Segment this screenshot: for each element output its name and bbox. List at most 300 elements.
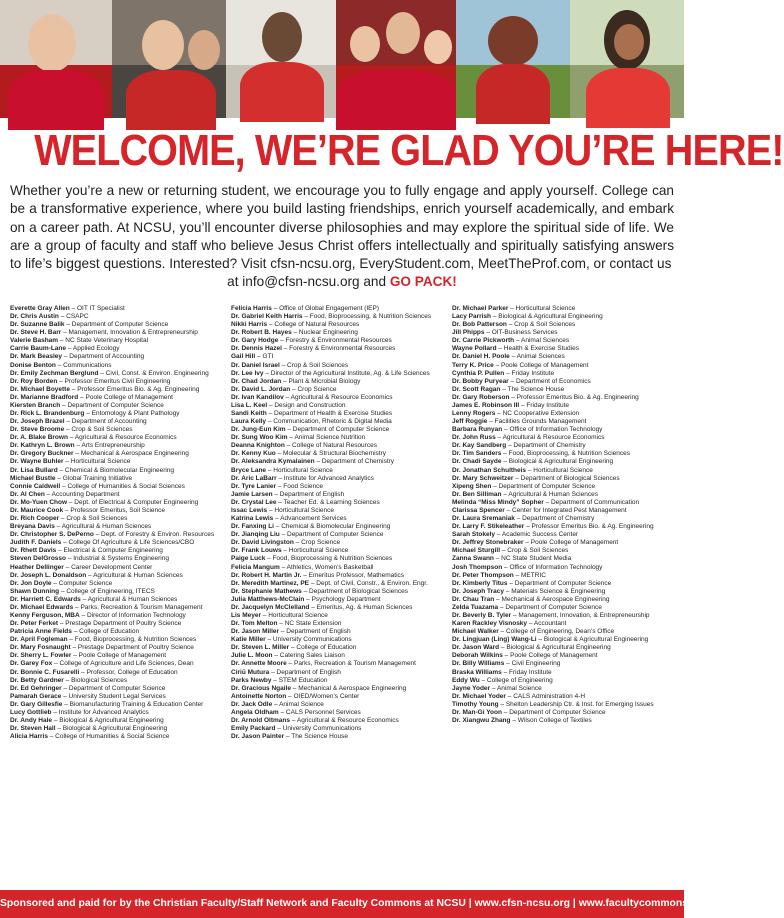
entry-separator: – (291, 329, 299, 337)
entry-separator: – (273, 515, 281, 523)
entry-separator: – (56, 547, 64, 555)
entry-separator: – (64, 321, 72, 329)
directory-entry (231, 410, 446, 418)
member-department: Friday Institute (526, 401, 570, 409)
member-name: Dr. Crystal Lee (231, 498, 277, 506)
directory-entry (231, 717, 446, 725)
entry-separator: – (507, 579, 515, 587)
entry-separator: – (509, 353, 517, 361)
member-name: Dr. Chris Austin (10, 313, 59, 321)
member-department: STEM Education (278, 676, 328, 684)
member-name: Eddy Wu (452, 676, 480, 684)
directory-entry (231, 709, 446, 717)
member-department: Biological Sciences (71, 676, 128, 684)
member-department: Psychology Department (311, 595, 381, 603)
photo-student-outdoors (570, 0, 684, 118)
member-name: Dr. Beverly B. Tyler (452, 611, 512, 619)
directory-entry (231, 588, 446, 596)
member-name: Lis Meyer (231, 611, 261, 619)
entry-separator: – (495, 434, 503, 442)
entry-separator: – (63, 563, 72, 571)
member-department: CSAPC (66, 313, 89, 321)
directory-entry (231, 434, 446, 442)
entry-separator: – (79, 668, 87, 676)
member-name: Dr. Wayne Buhler (10, 458, 64, 466)
directory-entry (10, 434, 225, 442)
member-department: Professor Emeritus Civil Engineering (64, 377, 171, 385)
directory-entry (452, 418, 667, 426)
entry-separator: – (67, 498, 75, 506)
entry-separator: – (276, 498, 284, 506)
member-name: Dr. Joseph Tracy (452, 587, 505, 595)
member-department: Health & Exercise Studies (503, 345, 579, 353)
member-name: Patricia Anne Fields (10, 628, 72, 636)
directory-column-1 (10, 305, 231, 887)
entry-separator: – (285, 426, 293, 434)
member-department: Poole College of Management (510, 652, 598, 660)
entry-separator: – (61, 539, 69, 547)
member-department: OIT-Business Services (491, 329, 558, 337)
entry-separator: – (275, 725, 283, 733)
member-department: Biological & Agricultural Engineering (59, 716, 164, 724)
directory-entry (452, 313, 667, 321)
directory-entry (10, 329, 225, 337)
member-department: Animal Sciences (516, 353, 565, 361)
member-name: Valerie Basham (10, 337, 59, 345)
directory-entry (452, 555, 667, 563)
entry-separator: – (55, 361, 64, 369)
member-name: Dr. Mark Beasley (10, 353, 63, 361)
member-department: Poole College of Management (85, 393, 173, 401)
member-department: NC State Veterinary Hospital (65, 337, 149, 345)
entry-separator: – (60, 401, 68, 409)
directory-entry (452, 450, 667, 458)
member-name: Dr. Jianqing Liu (231, 531, 280, 539)
entry-separator: – (61, 692, 69, 700)
member-department: Dept. of Electrical & Computer Engineering (74, 498, 199, 506)
directory-entry (452, 580, 667, 588)
directory-entry (10, 394, 225, 402)
member-name: Shawn Dunning (10, 587, 60, 595)
entry-separator: – (487, 418, 495, 426)
member-name: Dr. Jeffrey Stonebraker (452, 539, 524, 547)
member-department: Design and Construction (274, 401, 346, 409)
entry-separator: – (52, 660, 60, 668)
entry-separator: – (505, 692, 514, 700)
member-department: Advancement Services (280, 515, 347, 523)
member-name: Michael Walker (452, 628, 499, 636)
entry-separator: – (527, 620, 534, 628)
directory-entry (231, 458, 446, 466)
directory-entry (231, 725, 446, 733)
entry-separator: – (59, 515, 67, 523)
member-name: Dr. Ivan Kandilov (231, 393, 284, 401)
member-department: Electrical & Computer Engineering (63, 547, 163, 555)
member-name: Pamarah Gerace (10, 692, 62, 700)
member-name: Dr. Garey Fox (10, 660, 53, 668)
entry-separator: – (272, 490, 280, 498)
entry-separator: – (52, 716, 60, 724)
member-name: Dr. Michael Boyette (10, 385, 70, 393)
member-name: Emily Packard (231, 725, 276, 733)
photo-students-on-laptop (112, 0, 226, 118)
entry-separator: – (281, 345, 290, 353)
member-department: Animal Science (496, 684, 542, 692)
entry-separator: – (84, 410, 92, 418)
member-name: Dr. Jason Ward (452, 644, 500, 652)
directory-entry (10, 410, 225, 418)
entry-separator: – (69, 305, 77, 312)
member-department: Crop & Soil Sciences (71, 426, 133, 434)
contact-email-text: at info@cfsn-ncsu.org and (227, 274, 387, 290)
entry-separator: – (278, 708, 286, 716)
directory-entry (10, 588, 225, 596)
member-name: Katrina Lewis (231, 515, 274, 523)
member-name: Dr. Jon Doyle (10, 579, 52, 587)
member-department: University Communications (282, 725, 362, 733)
member-name: Dr. Bonnie C. Fusarelli (10, 668, 80, 676)
member-name: Dr. Steve H. Barr (10, 329, 62, 337)
member-name: Dr. Bobby Puryear (452, 377, 509, 385)
directory-entry (452, 410, 667, 418)
member-department: Agricultural & Human Sciences (87, 595, 178, 603)
directory-entry (231, 362, 446, 370)
member-name: Dr. Jonathan Schultheis (452, 466, 527, 474)
member-department: College of Agriculture and Life Sciences, Dean (59, 660, 194, 668)
entry-separator: – (74, 442, 82, 450)
member-name: Jayne Yoder (452, 684, 491, 692)
faculty-staff-directory (10, 305, 674, 887)
member-name: Dr. Tom Melton (231, 620, 278, 628)
entry-separator: – (70, 644, 78, 652)
entry-separator: – (284, 442, 293, 450)
entry-separator: – (510, 716, 518, 724)
entry-separator: – (64, 426, 72, 434)
entry-separator: – (275, 450, 284, 458)
member-name: Dr. Andy Hale (10, 716, 53, 724)
member-department: Department of Communication (550, 498, 640, 506)
entry-separator: – (265, 555, 273, 563)
directory-entry (10, 620, 225, 628)
member-name: Dr. Larry F. Stikeleather (452, 523, 525, 531)
entry-separator: – (502, 652, 511, 660)
entry-separator: – (284, 733, 292, 741)
directory-entry (10, 596, 225, 604)
member-department: Forestry & Environmental Resources (285, 337, 392, 345)
entry-separator: – (287, 434, 295, 442)
directory-entry (231, 467, 446, 475)
directory-entry (10, 337, 225, 345)
directory-entry (10, 660, 225, 668)
member-name: Laura Kelly (231, 418, 267, 426)
directory-entry (452, 523, 667, 531)
directory-entry (10, 386, 225, 394)
entry-separator: – (286, 660, 294, 668)
member-name: Dr. Gregory Buckner (10, 450, 74, 458)
member-name: Timothy Young (452, 700, 499, 708)
member-name: Dr. John Russ (452, 434, 496, 442)
entry-separator: – (494, 595, 502, 603)
entry-separator: – (272, 700, 280, 708)
member-department: College of Engineering, Dean’s Office (505, 628, 615, 636)
directory-entry (452, 458, 667, 466)
member-department: University Student Legal Services (68, 692, 166, 700)
directory-entry (231, 321, 446, 329)
entry-separator: – (309, 603, 317, 611)
member-name: Dr. Michael Edwards (10, 603, 74, 611)
entry-separator: – (493, 555, 502, 563)
member-department: Dept. of Forestry & Environ. Resources (101, 531, 215, 539)
directory-entry (452, 362, 667, 370)
directory-entry (10, 458, 225, 466)
directory-entry (452, 636, 667, 644)
directory-entry (452, 434, 667, 442)
directory-entry (231, 564, 446, 572)
member-department: Career Development Center (71, 563, 153, 571)
entry-separator: – (261, 611, 269, 619)
member-department: Agricultural & Resource Economics (74, 434, 177, 442)
member-name: Dr. Sung Woo Kim (231, 434, 288, 442)
directory-entry (452, 499, 667, 507)
entry-separator: – (267, 401, 275, 409)
member-name: Dr. Meredith Martinez, PE (231, 579, 310, 587)
member-department: Shelton Leadership Ctr. & Inst. for Emerging Issues (505, 700, 654, 708)
member-name: Lenny Rogers (452, 410, 496, 418)
entry-separator: – (58, 337, 66, 345)
member-name: Felicia Mangum (231, 563, 280, 571)
member-department: Department of Economics (515, 377, 591, 385)
directory-entry (231, 652, 446, 660)
entry-separator: – (271, 305, 280, 312)
directory-entry (452, 539, 667, 547)
directory-entry (10, 499, 225, 507)
member-name: Ciriū Mutura (231, 668, 270, 676)
directory-entry (10, 515, 225, 523)
sponsor-footer: Sponsored and paid for by the Christian Faculty/Staff Network and Faculty Commons at NCSU | www.cfsn-ncsu.org | www.facultycommons.org (0, 890, 684, 918)
member-department: Forestry & Environmental Resources (289, 345, 396, 353)
member-name: Dr. Jung-Eun Kim (231, 426, 286, 434)
entry-separator: – (509, 393, 517, 401)
member-name: Dr. Steven Hall (10, 725, 56, 733)
member-name: Judith F. Daniels (10, 539, 62, 547)
member-department: Director of the Agricultural Institute, Ag. & Life Sciences (270, 369, 430, 377)
member-name: Steven DelGrosso (10, 555, 66, 563)
entry-separator: – (290, 716, 297, 724)
member-name: Donise Benton (10, 361, 56, 369)
member-department: Office of Information Technology (509, 426, 603, 434)
entry-separator: – (57, 466, 65, 474)
directory-entry (10, 531, 225, 539)
entry-separator: – (73, 603, 81, 611)
member-name: Jeff Roggie (452, 418, 488, 426)
member-name: Dr. Tim Sanders (452, 450, 502, 458)
entry-separator: – (47, 733, 56, 741)
member-department: Professor, College of Education (86, 668, 178, 676)
member-department: Emeritus, Ag. & Human Sciences (316, 603, 413, 611)
photo-mascot-on-field (456, 0, 570, 118)
entry-separator: – (281, 547, 289, 555)
member-department: College of Natural Resources (274, 321, 360, 329)
member-department: Food Science (283, 482, 324, 490)
member-department: Department of Computer Science (292, 426, 390, 434)
member-name: Lucy Gottlieb (10, 708, 52, 716)
entry-separator: – (67, 636, 75, 644)
directory-entry (452, 426, 667, 434)
directory-entry (10, 725, 225, 733)
member-department: Catering Sales Liaison (279, 652, 345, 660)
entry-separator: – (526, 466, 534, 474)
directory-entry (452, 717, 667, 725)
member-name: Clarissa Spencer (452, 506, 505, 514)
member-name: Cynthia P. Pullen (452, 369, 505, 377)
directory-entry (452, 669, 667, 677)
directory-entry (231, 572, 446, 580)
directory-entry (231, 515, 446, 523)
member-department: Department of English (286, 628, 351, 636)
entry-separator: – (57, 377, 65, 385)
member-name: Dr. Christopher S. DePerno (10, 531, 94, 539)
member-department: Horticultural Science (268, 611, 328, 619)
member-name: Dr. Aleksandra Kymalainen (231, 458, 315, 466)
member-name: Dr. Robert B. Hayes (231, 329, 292, 337)
member-name: Julia Matthews-McClain (231, 595, 305, 603)
directory-column-2 (231, 305, 452, 887)
entry-separator: – (272, 652, 280, 660)
entry-separator: – (55, 725, 63, 733)
directory-entry (452, 491, 667, 499)
entry-separator: – (66, 345, 73, 353)
entry-separator: – (60, 482, 68, 490)
member-department: Department of Health & Exercise Studies (274, 410, 393, 418)
member-department: Agricultural & Resource Economics (296, 716, 399, 724)
member-name: Carrie Baum-Lane (10, 345, 66, 353)
directory-entry (10, 669, 225, 677)
entry-separator: – (73, 450, 81, 458)
entry-separator: – (86, 571, 94, 579)
directory-entry (452, 483, 667, 491)
member-name: Dr. Chadi Sayde (452, 458, 502, 466)
entry-separator: – (266, 418, 274, 426)
entry-separator: – (508, 377, 516, 385)
directory-entry (231, 499, 446, 507)
entry-separator: – (80, 595, 88, 603)
entry-separator: – (504, 587, 512, 595)
member-department: Department of Accounting (71, 418, 147, 426)
member-department: METRIC (521, 571, 546, 579)
entry-separator: – (484, 329, 492, 337)
entry-separator: – (506, 321, 515, 329)
directory-entry (10, 685, 225, 693)
member-name: Dr. Gracious Ngaile (231, 684, 291, 692)
member-department: Horticultural Science (274, 506, 334, 514)
directory-entry (231, 491, 446, 499)
member-name: Dr. Gary Roberson (452, 393, 510, 401)
member-name: Dr. Marianne Bradford (10, 393, 79, 401)
member-name: Dr. Harriett C. Edwards (10, 595, 81, 603)
directory-entry (231, 523, 446, 531)
directory-entry (10, 555, 225, 563)
entry-separator: – (93, 531, 102, 539)
directory-entry (231, 353, 446, 361)
entry-separator: – (283, 393, 291, 401)
member-department: Mechanical & Aerospace Engineering (501, 595, 610, 603)
member-department: Civil Engineering (511, 660, 561, 668)
member-name: Dr. Gabriel Keith Harris (231, 313, 303, 321)
directory-entry (10, 652, 225, 660)
entry-separator: – (61, 329, 69, 337)
entry-separator: – (266, 410, 274, 418)
member-name: Paige Luck (231, 555, 266, 563)
member-name: Dr. Betty Gardner (10, 676, 64, 684)
directory-entry (452, 628, 667, 636)
directory-entry (231, 685, 446, 693)
member-department: Emeritus Professor, Mathematics (308, 571, 405, 579)
directory-entry (452, 693, 667, 701)
directory-entry (10, 370, 225, 378)
directory-entry (231, 378, 446, 386)
member-name: Issac Lewis (231, 506, 268, 514)
member-department: College of Humanities & Social Sciences (67, 482, 185, 490)
entry-separator: – (499, 644, 507, 652)
member-department: Molecular & Structural Biochemistry (283, 450, 386, 458)
directory-entry (10, 580, 225, 588)
directory-entry (452, 620, 667, 628)
directory-entry (452, 547, 667, 555)
member-name: Karen Rackley Visnosky (452, 620, 528, 628)
member-name: Xipeng Shen (452, 482, 492, 490)
member-department: Agricultural & Resource Economics (502, 434, 605, 442)
member-name: Dr. Daniel H. Poole (452, 353, 510, 361)
member-department: NC State Student Media (501, 555, 572, 563)
entry-separator: – (279, 628, 287, 636)
member-name: Terry K. Price (452, 361, 494, 369)
entry-separator: – (51, 579, 59, 587)
member-department: Crop & Soil Sciences (66, 515, 128, 523)
entry-separator: – (279, 563, 287, 571)
directory-entry (10, 321, 225, 329)
entry-separator: – (63, 506, 71, 514)
directory-entry (231, 345, 446, 353)
member-department: Department of Computer Science (498, 482, 596, 490)
member-name: Dr. April Fogleman (10, 636, 68, 644)
member-department: Poole College of Management (501, 361, 589, 369)
member-name: Zanna Swann (452, 555, 494, 563)
entry-separator: – (44, 490, 52, 498)
entry-separator: – (304, 595, 312, 603)
member-name: Sandi Keith (231, 410, 267, 418)
directory-entry (231, 442, 446, 450)
entry-separator: – (265, 636, 273, 644)
member-name: Katie Miller (231, 636, 266, 644)
directory-entry (231, 693, 446, 701)
directory-entry (452, 564, 667, 572)
member-department: Professor Emeritus Bio. & Ag. Engineering (531, 523, 654, 531)
member-department: Prestage Department of Poultry Science (65, 620, 182, 628)
member-name: Dr. Rick L. Brandenburg (10, 410, 85, 418)
directory-entry (452, 467, 667, 475)
member-name: Dr. Stephanie Mathews (231, 587, 302, 595)
member-department: Chemical & Biomolecular Engineering (64, 466, 175, 474)
directory-entry (452, 652, 667, 660)
member-name: Dr. Lingjuan (Ling) Wang-Li (452, 636, 537, 644)
entry-separator: – (273, 523, 282, 531)
member-name: Kenny Ferguson, MBA (10, 611, 80, 619)
member-name: Wayne Pollard (452, 345, 497, 353)
member-department: College of Education (79, 628, 140, 636)
member-department: Professor Emeritus Bio. & Ag. Engineering (516, 393, 639, 401)
member-department: Parks, Recreation & Tourism Management (293, 660, 416, 668)
member-department: Friday Institute (511, 369, 555, 377)
